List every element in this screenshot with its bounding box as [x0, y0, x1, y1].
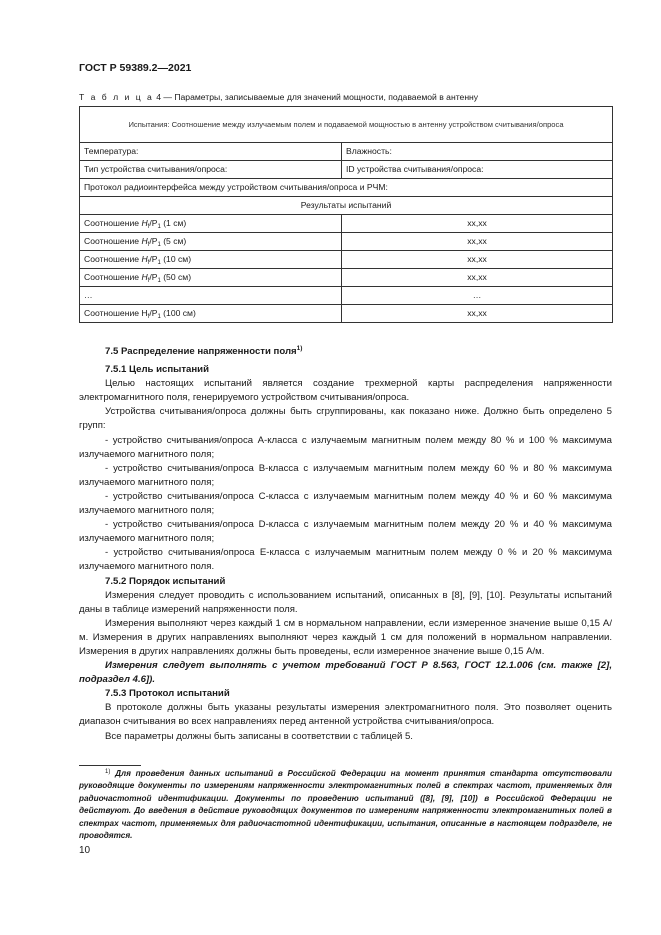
table-caption — [79, 92, 478, 102]
footnote-text: Для проведения данных испытаний в Российской Федерации на момент принятия стандарта отсутствовали руководящие документы по измерениям напряженности электромагнитных полей в спектрах частот, применяемых для радиочастотной идентификации. Документы по проведению испытаний ([8], [9], [10]) в Российской Федерации не действуют. До введения в действие руководящих документов по измерениям напряженности электромагнитных полей в спектрах частот, применяемых для радиочастотной идентификации, испытания, описанные в настоящем подразделе, не проводятся. — [79, 769, 613, 841]
footnote-divider — [79, 765, 141, 766]
ratio-label-cell: Соотношение $H_f/P_1$ (100 см) — [80, 305, 342, 323]
results-table — [79, 106, 613, 323]
ratio-label: Соотношение — [84, 218, 140, 228]
reader-id-cell: ID устройства считывания/опроса: — [342, 161, 613, 179]
section-7-5-3-title: 7.5.3 Протокол испытаний — [105, 688, 230, 700]
ratio-label-cell: Соотношение $H_f/P_1$ (50 см) — [80, 269, 342, 287]
ratio-label-cell: Соотношение $H_f/P_1$ (1 см) — [80, 215, 342, 233]
humidity-cell: Влажность: — [342, 143, 613, 161]
ratio-distance: (10 см) — [163, 254, 192, 264]
table-row — [80, 107, 613, 143]
table-row — [80, 179, 613, 197]
main-text — [79, 342, 612, 744]
table-row — [80, 233, 613, 251]
ratio-value-cell: xx,xx — [342, 233, 613, 251]
footnote-ref: 1) — [296, 344, 303, 352]
ratio-value-cell: xx,xx — [342, 269, 613, 287]
test-title-cell: Испытания: Соотношение между излучаемым полем и подаваемой мощностью в антенну устройством считывания/опроса — [80, 107, 613, 143]
paragraph: Целью настоящих испытаний является создание трехмерной карты распределения напряженности электромагнитного поля, генерируемого устройством считывания/опроса. — [79, 378, 612, 404]
ratio-label-cell: Соотношение $H_f/P_1$ (10 см) — [80, 251, 342, 269]
section-title-text: 7.5 Распределение напряженности поля — [105, 346, 297, 357]
footnote-mark: 1) — [105, 769, 111, 775]
ratio-label: Соотношение — [84, 254, 140, 264]
reader-type-cell: Тип устройства считывания/опроса: — [80, 161, 342, 179]
list-item: - устройство считывания/опроса C-класса с излучаемым магнитным полем между 40 % и 60 % максимума излучаемого магнитного поля; — [79, 490, 612, 517]
list-item: - устройство считывания/опроса A-класса с излучаемым магнитным полем между 80 % и 100 % максимума излучаемого магнитного поля; — [79, 434, 612, 460]
ratio-distance: (100 см) — [163, 308, 196, 318]
paragraph: Измерения следует проводить с использованием испытаний, описанных в [8], [9], [10]. Результаты испытаний даны в таблице измерений напряженности поля. — [79, 589, 612, 615]
section-7-5-2-title: 7.5.2 Порядок испытаний — [105, 575, 226, 587]
paragraph: Измерения выполняют через каждый 1 см в нормальном направлении, если измеренное значение выше 0,15 А/м. Измерения в других направлениях выполняют через каждый 1 см для положений в нормальном направлении. Измерения в других направлениях должны быть проведены, если измеренное значение выше 0,15 А/м. — [79, 617, 612, 657]
ratio-distance: (50 см) — [163, 272, 192, 282]
table-row — [80, 305, 613, 323]
ellipsis-cell: … — [342, 287, 613, 305]
ratio-value-cell: xx,xx — [342, 251, 613, 269]
paragraph: В протоколе должны быть указаны результаты измерения электромагнитного поля. Это позволяет оценить диапазон считывания во всех направлениях перед антенной устройства считывания/опроса. — [79, 702, 612, 728]
table-row — [80, 269, 613, 287]
list-item: - устройство считывания/опроса B-класса с излучаемым магнитным полем между 60 % и 80 % максимума излучаемого магнитного поля; — [79, 462, 612, 488]
ratio-distance: (1 см) — [163, 218, 187, 228]
document-header: ГОСТ Р 59389.2—2021 — [79, 62, 192, 74]
page-number: 10 — [79, 845, 91, 856]
table-row — [80, 287, 613, 305]
results-header-cell: Результаты испытаний — [80, 197, 613, 215]
footnote — [79, 768, 612, 842]
paragraph-emphasis: Измерения следует выполнять с учетом требований ГОСТ Р 8.563, ГОСТ 12.1.006 (см. также [2], подраздел 4.6]). — [79, 660, 612, 686]
paragraph: Все параметры должны быть записаны в соответствии с таблицей 5. — [105, 730, 413, 742]
table-row — [80, 197, 613, 215]
ratio-distance: (5 см) — [163, 236, 187, 246]
protocol-cell: Протокол радиоинтерфейса между устройством считывания/опроса и РЧМ: — [80, 179, 613, 197]
ratio-label: Соотношение — [84, 236, 140, 246]
ratio-label-cell: Соотношение $H_f/P_1$ (5 см) — [80, 233, 342, 251]
table-row — [80, 143, 613, 161]
list-item: - устройство считывания/опроса E-класса с излучаемым магнитным полем между 0 % и 20 % максимума излучаемого магнитного поля. — [79, 547, 612, 573]
temperature-cell: Температура: — [80, 143, 342, 161]
ratio-label: Соотношение — [84, 308, 140, 318]
table-row — [80, 161, 613, 179]
table-row — [80, 251, 613, 269]
section-7-5-title — [79, 342, 612, 363]
ratio-label: Соотношение — [84, 272, 140, 282]
table-caption-text: 4 — Параметры, записываемые для значений мощности, подаваемой в антенну — [156, 92, 479, 102]
ellipsis-cell: … — [80, 287, 342, 305]
ratio-value-cell: xx,xx — [342, 305, 613, 323]
table-caption-prefix: Т а б л и ц а — [79, 92, 154, 102]
list-item: - устройство считывания/опроса D-класса с излучаемым магнитным полем между 20 % и 40 % максимума излучаемого магнитного поля; — [79, 519, 612, 545]
table-row — [80, 215, 613, 233]
section-7-5-1-title: 7.5.1 Цель испытаний — [105, 364, 209, 376]
ratio-value-cell: xx,xx — [342, 215, 613, 233]
paragraph: Устройства считывания/опроса должны быть сгруппированы, как показано ниже. Должно быть определено 5 групп: — [79, 406, 612, 432]
